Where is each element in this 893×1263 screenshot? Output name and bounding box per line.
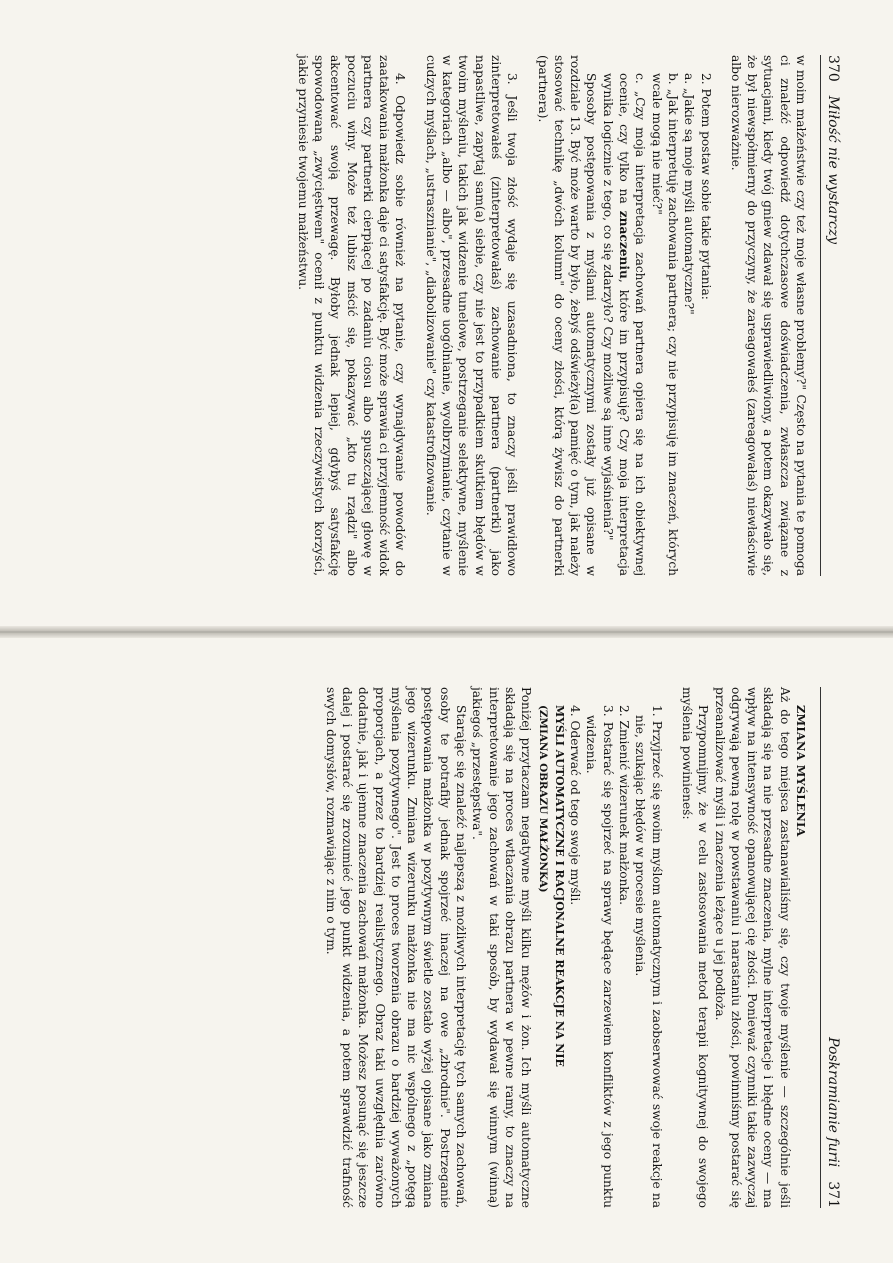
right-running-title: Poskramianie furii xyxy=(825,1037,841,1168)
left-page-header xyxy=(820,55,841,576)
right-page-header xyxy=(820,687,841,1208)
right-page xyxy=(0,632,893,1263)
left-page-body xyxy=(294,55,809,576)
item-2c xyxy=(599,55,648,576)
right-page-number: 371 xyxy=(825,1181,841,1208)
left-page xyxy=(0,0,893,631)
left-page-number: 370 xyxy=(825,55,841,82)
item-4: 4. Odpowiedz sobie również na pytanie, czy wynajdywanie powodów do zaatakowania małżonka daje ci satysfakcję. Być może sprawia ci przyjemność widok partnera czy partnerki cierpiącej po zadaniu ciosu albo spuszczającej głowę w poczuciu winy. Może też lubisz mścić się, pokazywać „kto tu rządzi" albo akcentować swoją przewagę. Byłoby jednak lepiej, gdybyś satysfakcję spowodowaną „zwycięstwem" ocenił z punktu widzenia rzeczywistych korzyści, jakie przyniesie twojemu małżeństwu. xyxy=(295,55,408,576)
continuation-paragraph: w moim małżeństwie czy też moje własne problemy?" Często na pytania te pomoga ci znaleźć odpowiedź dotychczasowe doświadczenia, zwłaszcza związane z sytuacjami, kiedy twój gniew zdawał się usprawiedliwiony, a potem okazywało się, że był niewspółmierny do przyczyny, że zareagowałeś (zareagowałaś) niewłaściwie albo nierozważnie. xyxy=(728,55,808,576)
item-2-intro: 2. Potem postaw sobie takie pytania: xyxy=(698,73,713,300)
step-3: 3. Postarać się spojrzeć na sprawy będące zarzewiem konfliktów z jego punktu widzenia. xyxy=(584,705,615,1208)
item-2c-keyword: znaczeniu xyxy=(617,210,632,279)
right-page-body xyxy=(322,687,809,1208)
step-2: 2. Zmienić wizerunek małżonka. xyxy=(617,705,632,905)
subsection-subheading: (ZMIANA OBRAZU MAŁŻONKA) xyxy=(536,705,549,893)
item-2b: b. „Jak interpretuję zachowania partnera; czy nie przypisuję im znaczeń, których wcale mogą nie mieć?" xyxy=(649,73,680,576)
section-heading: ZMIANA MYŚLENIA xyxy=(794,705,808,837)
right-paragraph-2: Przypomnijmy, że w celu zastosowania metod terapii kognitywnej do swojego myślenia powinieneś: xyxy=(679,687,711,1208)
right-paragraph-1: Aż do tego miejsca zastanawialiśmy się, czy twoje myślenie — szczególnie jeśli składają się na nie przesadne znaczenia, mylne interpretacje i błędne oceny — ma wpływ na intensywność opanowującej cię złości. Ponieważ czynniki takie zazwyczaj odgrywają pewną rolę w powstawaniu i narastaniu złości, powinniśmy postarać się przeanalizować myśli i znaczenia leżące u jej podłoża. xyxy=(712,687,792,1208)
right-paragraph-4: Starając się znaleźć najlepszą z możliwych interpretację tych samych zachowań, osoby te potrafiły jednak spojrzeć inaczej na owe „zbrodnie". Postrzeganie postępowania małżonka w pozytywnym świetle zostało wyżej opisane jako zmiana jego wizerunku. Zmiana wizerunku małżonka nie ma nic wspólnego z „potęgą myślenia pozytywnego". Jest to proces tworzenia obrazu o bardziej wyważonych proporcjach, a przez to bardziej realistycznego. Obraz taki uwzględnia zarówno dodatnie, jak i ujemne znaczenia zachowań małżonka. Możesz posunąć się jeszcze dalej i postarać się zrozumieć jego punkt widzenia, a potem sprawdzić trafność swych domysłów, rozmawiając z nim o tym. xyxy=(323,687,469,1208)
left-running-title: Miłość nie wystarczy xyxy=(825,95,841,245)
item-2c-post: , które im przypisuję? Czy moja interpretacja wynika logicznie z tego, co się zdarzyło? Czy możliwe są inne wyjaśnienia?" xyxy=(600,73,632,577)
item-2-tail: Sposoby postępowania z myślami automatycznymi zostały już opisane w rozdziale 13. Być może warto by było, żebyś odświeżył(a) pamięć o tym, jak należy stosować technikę „dwóch kolumn" do oceny złości, którą żywisz do partnerki (partnera). xyxy=(535,55,599,576)
subsection-heading: MYŚLI AUTOMATYCZNE I RACJONALNE REAKCJE NA NIE xyxy=(552,705,566,1067)
item-2a: a. „Jakie są moje myśli automatyczne?" xyxy=(682,73,697,315)
step-1: 1. Przyjrzeć się swoim myślom automatycznym i zaobserwować swoje reakcje na nie, szukając błędów w procesie myślenia. xyxy=(633,705,664,1208)
step-4: 4. Oderwać od tego swoje myśli. xyxy=(568,705,583,906)
right-paragraph-3: Poniżej przytaczam negatywne myśli kilku mężów i żon. Ich myśli automatyczne składają się na proces wtłaczania obrazu partnera w pewne ramy, to znaczy na interpretowanie jego zachowań w taki sposób, by wydawał się winnym (winną) jakiegoś „przestępstwa". xyxy=(470,687,534,1208)
item-3: 3. Jeśli twoja złość wydaje się uzasadniona, to znaczy jeśli prawidłowo zinterpretowałeś (zinterpretowałaś) zachowanie partnera (partnerki) jako napastliwe, zapytaj sam(a) siebie, czy nie jest to przypadkiem skutkiem błędów w twoim myśleniu, takich jak widzenie tunelowe, postrzeganie selektywne, myślenie w kategoriach „albo — albo", przesadne uogólnianie, wyolbrzymianie, czytanie w cudzych myślach, „ustrasznianie", „diabolizowanie" czy katastrofizowanie. xyxy=(423,55,520,576)
item-2c-pre: c. „Czy moja interpretacja zachowań partnera opiera się na ich obiektywnej ocenie, czy tylko na xyxy=(617,73,648,576)
